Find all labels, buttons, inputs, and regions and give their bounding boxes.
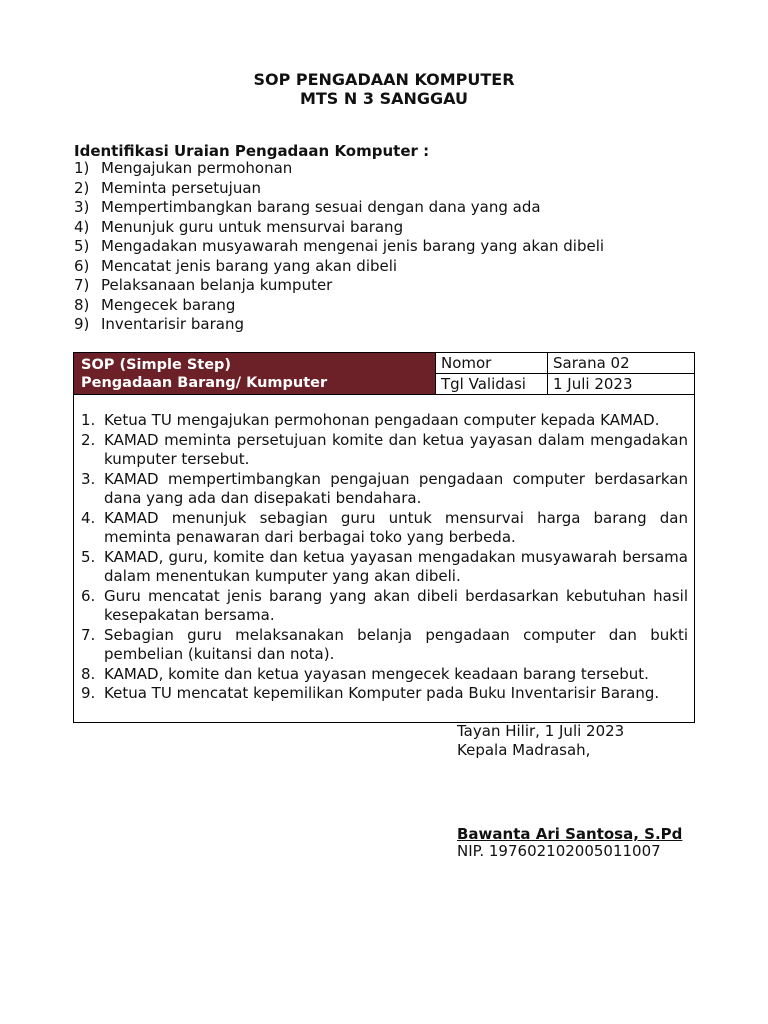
sop-step: 2. KAMAD meminta persetujuan komite dan ketua yayasan dalam mengadakan kumputer tersebut. xyxy=(81,430,688,468)
list-item: 6) Mencatat jenis barang yang akan dibeli xyxy=(74,256,398,275)
sop-header xyxy=(74,353,436,395)
document-title: SOP PENGADAAN KOMPUTER xyxy=(253,70,515,89)
sop-step: 4. KAMAD menunjuk sebagian guru untuk mensurvai harga barang dan meminta penawaran dari berbagai toko yang berbeda. xyxy=(81,508,688,546)
list-item: 1) Mengajukan permohonan xyxy=(74,159,293,177)
signature-position: Kepala Madrasah, xyxy=(457,741,591,759)
list-item: 9) Inventarisir barang xyxy=(74,315,244,333)
identification-heading: Identifikasi Uraian Pengadaan Komputer : xyxy=(74,142,430,160)
tgl-validasi-value: 1 Juli 2023 xyxy=(548,374,694,395)
document-subtitle: MTS N 3 SANGGAU xyxy=(299,89,469,108)
sop-step: 8. KAMAD, komite dan ketua yayasan mengecek keadaan barang tersebut. xyxy=(81,664,649,683)
sop-step: 6. Guru mencatat jenis barang yang akan dibeli berdasarkan kebutuhan hasil kesepakatan bersama. xyxy=(81,586,688,624)
nomor-value: Sarana 02 xyxy=(548,353,694,374)
sop-header-title: SOP (Simple Step) xyxy=(81,357,232,373)
list-item: 7) Pelaksanaan belanja kumputer xyxy=(74,276,333,294)
nomor-label: Nomor xyxy=(436,353,548,374)
sop-table xyxy=(73,352,695,723)
identification-list xyxy=(74,159,604,335)
sop-step: 7. Sebagian guru melaksanakan belanja pengadaan computer dan bukti pembelian (kuitansi dan nota). xyxy=(81,625,688,663)
signatory-nip: NIP. 197602102005011007 xyxy=(457,842,661,860)
sop-step: 1. Ketua TU mengajukan permohonan pengadaan computer kepada KAMAD. xyxy=(81,411,660,429)
list-item: 2) Meminta persetujuan xyxy=(74,178,262,197)
tgl-validasi-label: Tgl Validasi xyxy=(436,374,548,395)
list-item: 4) Menunjuk guru untuk mensurvai barang xyxy=(74,217,404,236)
list-item: 3) Mempertimbangkan barang sesuai dengan dana yang ada xyxy=(74,198,541,216)
sop-step: 9. Ketua TU mencatat kepemilikan Komputer pada Buku Inventarisir Barang. xyxy=(81,684,660,702)
signature-place-date: Tayan Hilir, 1 Juli 2023 xyxy=(457,722,625,740)
sop-steps-list xyxy=(81,411,688,704)
sop-step: 3. KAMAD mempertimbangkan pengajuan pengadaan computer berdasarkan dana yang ada dan disepakati bendahara. xyxy=(81,469,688,507)
list-item: 5) Mengadakan musyawarah mengenai jenis barang yang akan dibeli xyxy=(74,237,605,255)
signatory-name: Bawanta Ari Santosa, S.Pd xyxy=(457,825,683,843)
sop-step: 5. KAMAD, guru, komite dan ketua yayasan mengadakan musyawarah bersama dalam menentukan kumputer yang akan dibeli. xyxy=(81,547,688,585)
sop-header-subtitle: Pengadaan Barang/ Kumputer xyxy=(81,375,328,391)
list-item: 8) Mengecek barang xyxy=(74,295,236,314)
